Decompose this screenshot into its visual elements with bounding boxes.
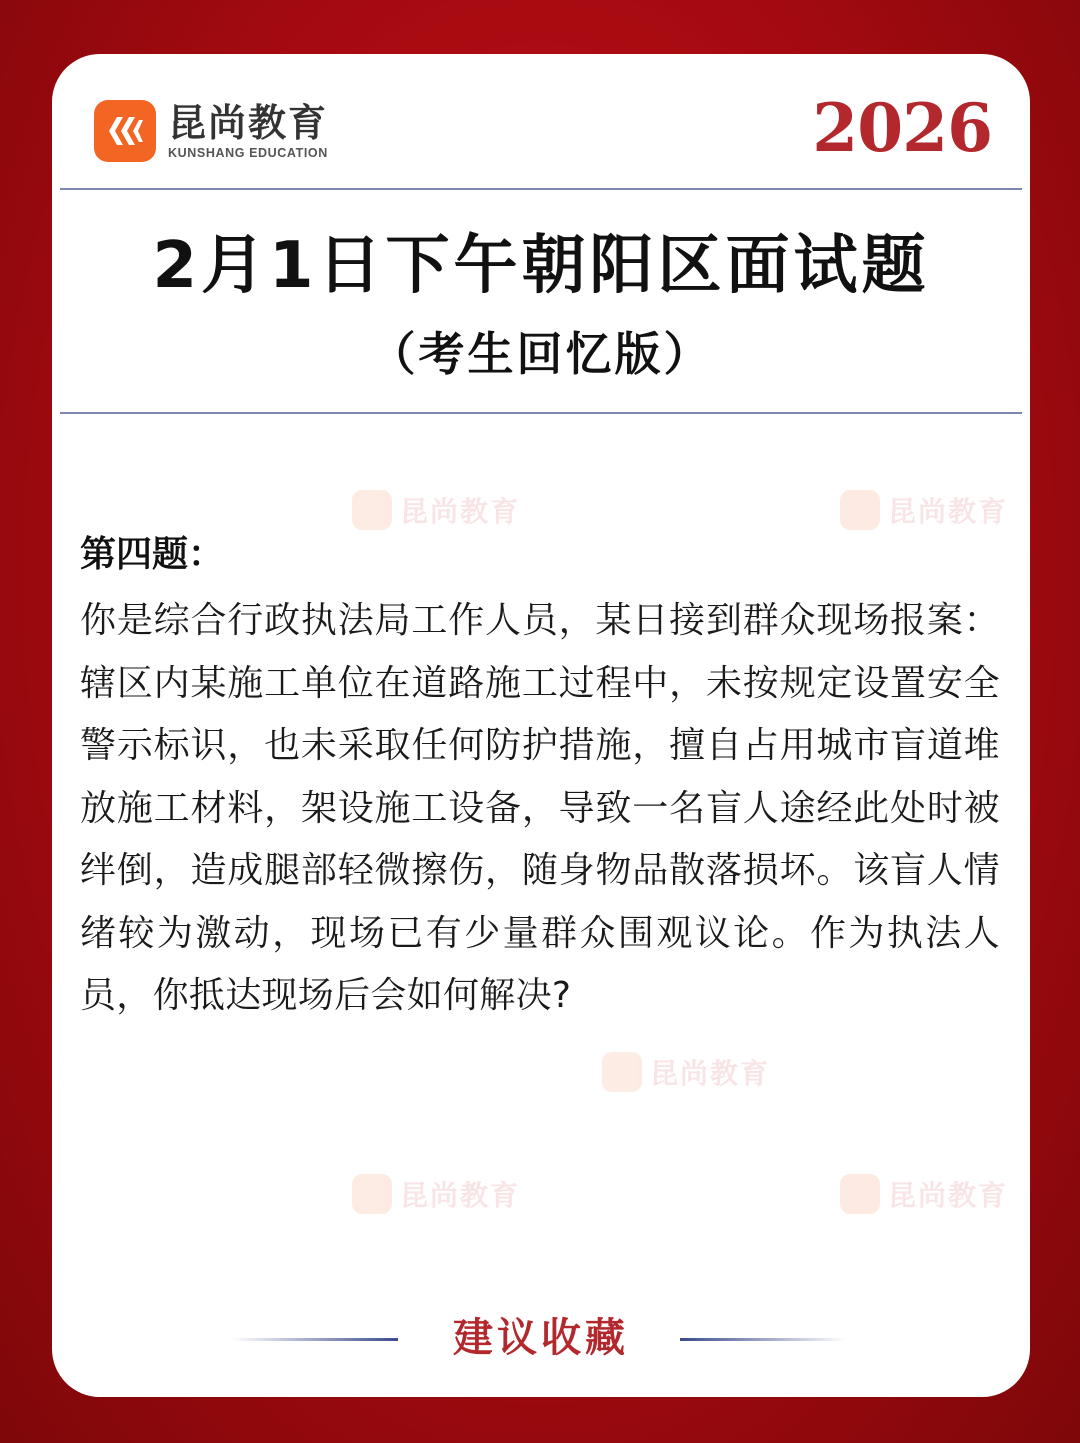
watermark-logo-icon [352, 1174, 392, 1214]
watermark-text: 昆尚教育 [650, 1057, 771, 1090]
question-text: 你是综合行政执法局工作人员，某日接到群众现场报案：辖区内某施工单位在道路施工过程中，未按规定设置安全警示标识，也未采取任何防护措施，擅自占用城市盲道堆放施工材料，架设施工设备，导致一名盲人途经此处时被绊倒，造成腿部轻微擦伤，随身物品散落损坏。该盲人情绪较为激动，现场已有少量群众围观议论。作为执法人员，你抵达现场后会如何解决? [80, 600, 1000, 1016]
brand-text [168, 102, 328, 160]
watermark [352, 1174, 520, 1214]
brand-logo [94, 100, 328, 162]
page-subtitle: （考生回忆版） [369, 327, 713, 381]
watermark-logo-icon [602, 1052, 642, 1092]
page-title: 2月1日下午朝阳区面试题 [152, 229, 930, 303]
watermark-text: 昆尚教育 [888, 1179, 1009, 1212]
footer-cta: 建议收藏 [453, 1315, 629, 1361]
watermark-text: 昆尚教育 [888, 495, 1009, 528]
content-card [52, 54, 1030, 1397]
watermark-text: 昆尚教育 [400, 1179, 521, 1212]
footer-divider-right [680, 1338, 846, 1341]
brand-name-cn: 昆尚教育 [168, 101, 329, 145]
kunshang-logo-icon [94, 100, 156, 162]
watermark-logo-icon [840, 490, 880, 530]
watermark-logo-icon [840, 1174, 880, 1214]
watermark [352, 490, 520, 530]
question-label: 第四题： [80, 534, 225, 575]
divider-mid [60, 412, 1022, 414]
divider-top [60, 188, 1022, 190]
watermark [840, 1174, 1008, 1214]
watermark [602, 1052, 770, 1092]
watermark-logo-icon [352, 490, 392, 530]
watermark-text: 昆尚教育 [400, 495, 521, 528]
brand-name-en: KUNSHANG EDUCATION [168, 146, 328, 160]
year-badge: 2026 [812, 89, 992, 167]
watermark [840, 490, 1008, 530]
